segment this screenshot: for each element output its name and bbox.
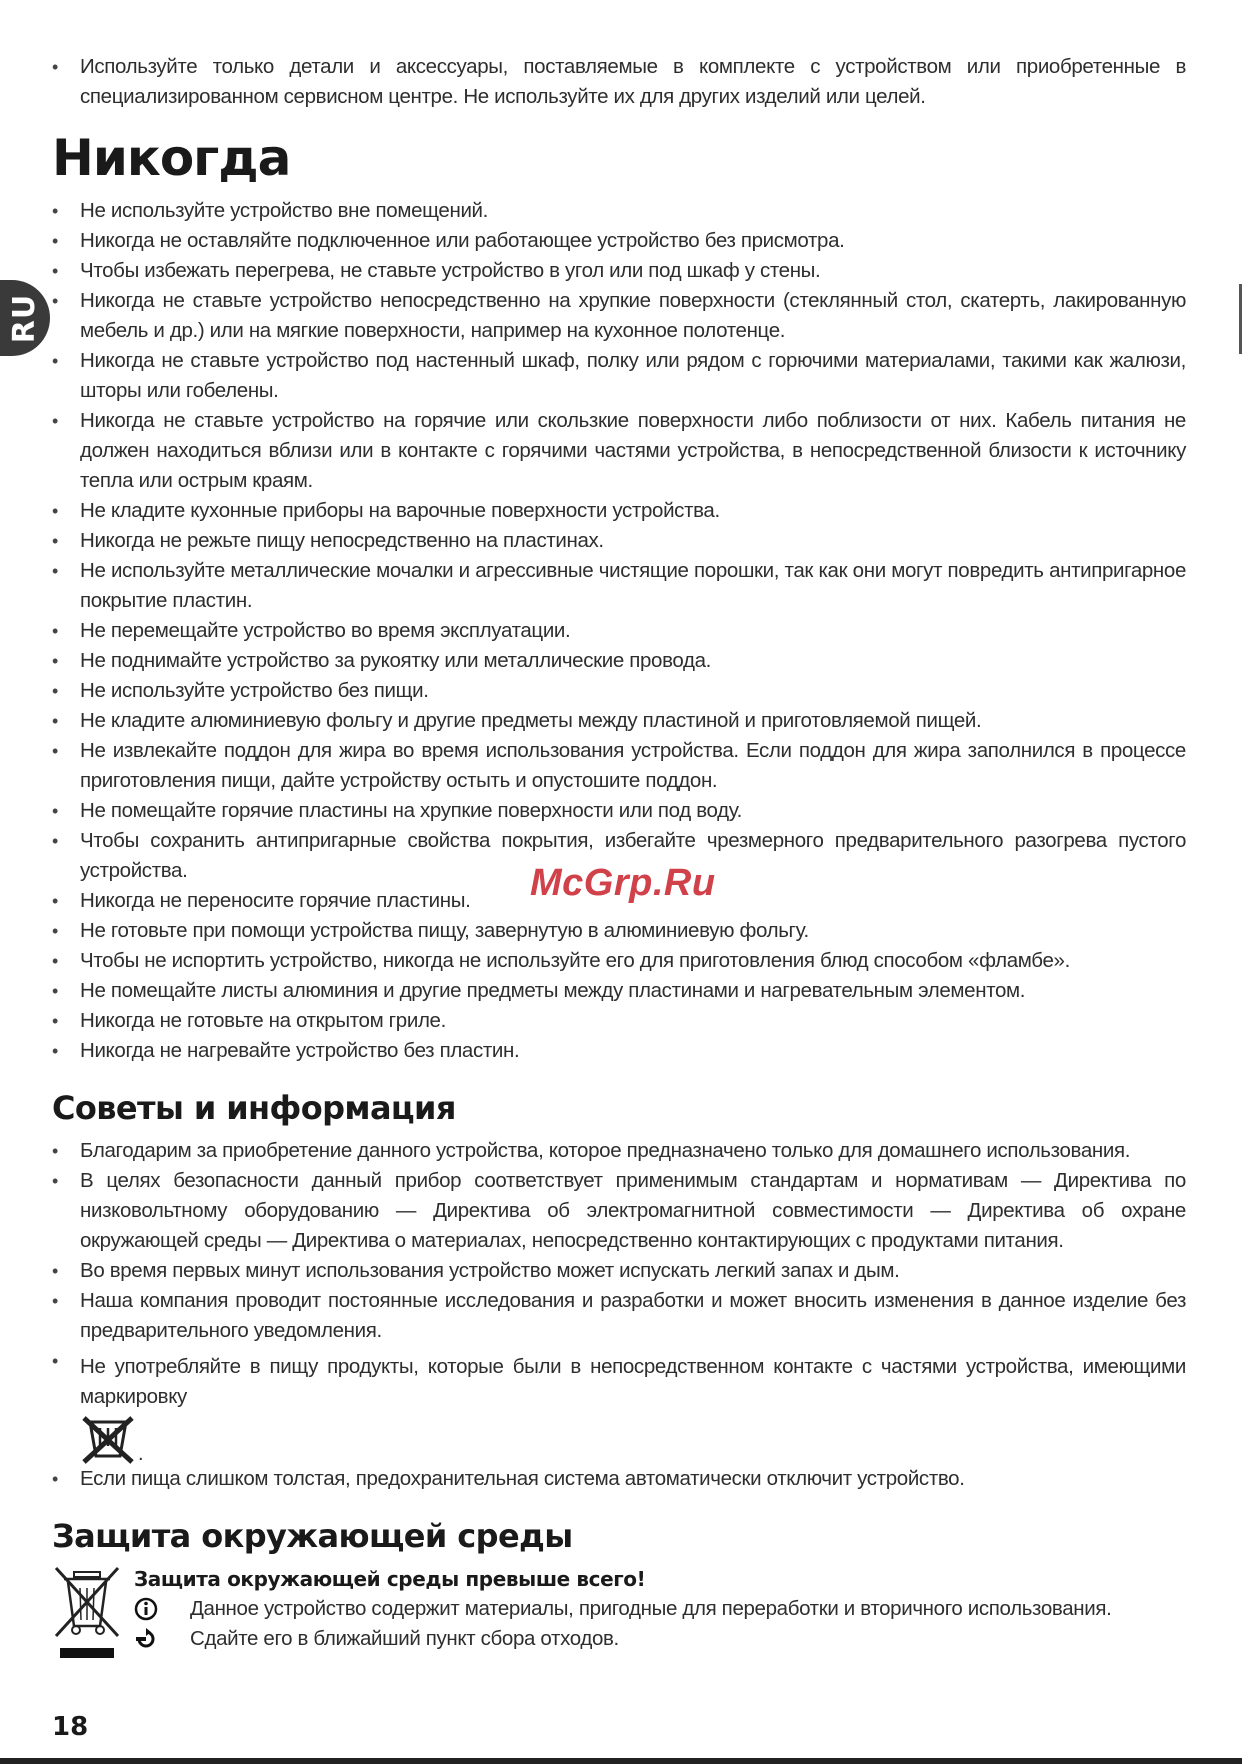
list-item: • Не поднимайте устройство за рукоятку или металлические провода. (52, 646, 1186, 676)
watermark: McGrp.Ru (530, 862, 716, 904)
list-item: • Никогда не режьте пищу непосредственно на пластинах. (52, 526, 1186, 556)
list-item: • Во время первых минут использования устройство может испускать легкий запах и дым. (52, 1256, 1186, 1286)
list-item: • Никогда не нагревайте устройство без пластин. (52, 1036, 1186, 1066)
list-item: • Никогда не готовьте на открытом гриле. (52, 1006, 1186, 1036)
marking-suffix: . (138, 1443, 144, 1465)
list-item: • Не кладите алюминиевую фольгу и другие предметы между пластиной и приготовляемой пищей. (52, 706, 1186, 736)
list-item: • Если пища слишком толстая, предохранительная система автоматически отключит устройство. (52, 1464, 1186, 1494)
environment-row (134, 1594, 1186, 1624)
list-item: • Не перемещайте устройство во время эксплуатации. (52, 616, 1186, 646)
list-item-marking (52, 1346, 1186, 1464)
list-item: • Не используйте устройство вне помещений. (52, 196, 1186, 226)
list-item: • Никогда не ставьте устройство под настенный шкаф, полку или рядом с горючими материалами, такими как жалюзи, шторы или гобелены. (52, 346, 1186, 406)
list-item: • Не используйте устройство без пищи. (52, 676, 1186, 706)
list-item: • Не готовьте при помощи устройства пищу, завернутую в алюминиевую фольгу. (52, 916, 1186, 946)
language-tab-label: RU (7, 293, 43, 343)
never-list (52, 196, 1186, 1066)
intro-list (52, 52, 1186, 112)
section-title-never: Никогда (52, 129, 291, 187)
tips-list (52, 1136, 1186, 1494)
marking-icon-row (80, 1414, 1186, 1464)
list-item: • В целях безопасности данный прибор соответствует применимым стандартам и нормативам — Директива по низковольтному оборудованию — Директива об электромагнитной совместимости — Директива об охране окружающей среды — Директива о материалах, непосредственно контактирующих с продуктами питания. (52, 1166, 1186, 1256)
section-title-tips: Советы и информация (52, 1089, 456, 1127)
environment-line: Сдайте его в ближайший пункт сбора отходов. (190, 1627, 619, 1650)
environment-block (52, 1564, 1186, 1664)
list-item: • Никогда не переносите горячие пластины. (52, 886, 1186, 916)
not-for-food-icon (80, 1416, 136, 1464)
list-item: • Никогда не ставьте устройство на горячие или скользкие поверхности либо поблизости от них. Кабель питания не должен находиться вблизи или в контакте с горячими частями устройства, в непосредственной близости к источнику тепла или острым краям. (52, 406, 1186, 496)
content (52, 52, 1186, 1664)
list-item: • Никогда не ставьте устройство непосредственно на хрупкие поверхности (стеклянный стол, скатерть, лакированную мебель и др.) или на мягкие поверхности, например на кухонное полотенце. (52, 286, 1186, 346)
language-tab (0, 280, 50, 356)
environment-text (134, 1564, 1186, 1664)
info-icon (134, 1597, 158, 1621)
marking-text: Не употребляйте в пищу продукты, которые были в непосредственном контакте с частями устройства, имеющими маркировку (80, 1355, 1186, 1408)
list-item: • Не извлекайте поддон для жира во время использования устройства. Если поддон для жира заполнился в процессе приготовления пищи, дайте устройству остыть и опустошите поддон. (52, 736, 1186, 796)
list-item: • Не помещайте горячие пластины на хрупкие поверхности или под воду. (52, 796, 1186, 826)
bottom-rule (0, 1758, 1242, 1764)
section-title-environment: Защита окружающей среды (52, 1517, 573, 1555)
crossed-bin-icon (52, 1564, 122, 1664)
list-item: • Чтобы сохранить антипригарные свойства покрытия, избегайте чрезмерного предварительного разогрева пустого устройства. (52, 826, 1186, 886)
environment-row (134, 1624, 1186, 1654)
list-item: • Не помещайте листы алюминия и другие предметы между пластинами и нагревательным элементом. (52, 976, 1186, 1006)
page-number: 18 (52, 1712, 89, 1742)
list-item: • Не кладите кухонные приборы на варочные поверхности устройства. (52, 496, 1186, 526)
list-item: • Чтобы избежать перегрева, не ставьте устройство в угол или под шкаф у стены. (52, 256, 1186, 286)
recycle-arrow-icon (134, 1627, 158, 1651)
environment-subtitle: Защита окружающей среды превыше всего! (134, 1567, 646, 1591)
environment-line: Данное устройство содержит материалы, пригодные для переработки и вторичного использования. (190, 1597, 1112, 1620)
list-item: • Не используйте металлические мочалки и агрессивные чистящие порошки, так как они могут повредить антипригарное покрытие пластин. (52, 556, 1186, 616)
list-item: • Чтобы не испортить устройство, никогда не используйте его для приготовления блюд способом «фламбе». (52, 946, 1186, 976)
list-item: • Благодарим за приобретение данного устройства, которое предназначено только для домашнего использования. (52, 1136, 1186, 1166)
list-item: • Никогда не оставляйте подключенное или работающее устройство без присмотра. (52, 226, 1186, 256)
list-item: • Наша компания проводит постоянные исследования и разработки и может вносить изменения в данное изделие без предварительного уведомления. (52, 1286, 1186, 1346)
list-item: • Используйте только детали и аксессуары, поставляемые в комплекте с устройством или приобретенные в специализированном сервисном центре. Не используйте их для других изделий или целей. (52, 52, 1186, 112)
